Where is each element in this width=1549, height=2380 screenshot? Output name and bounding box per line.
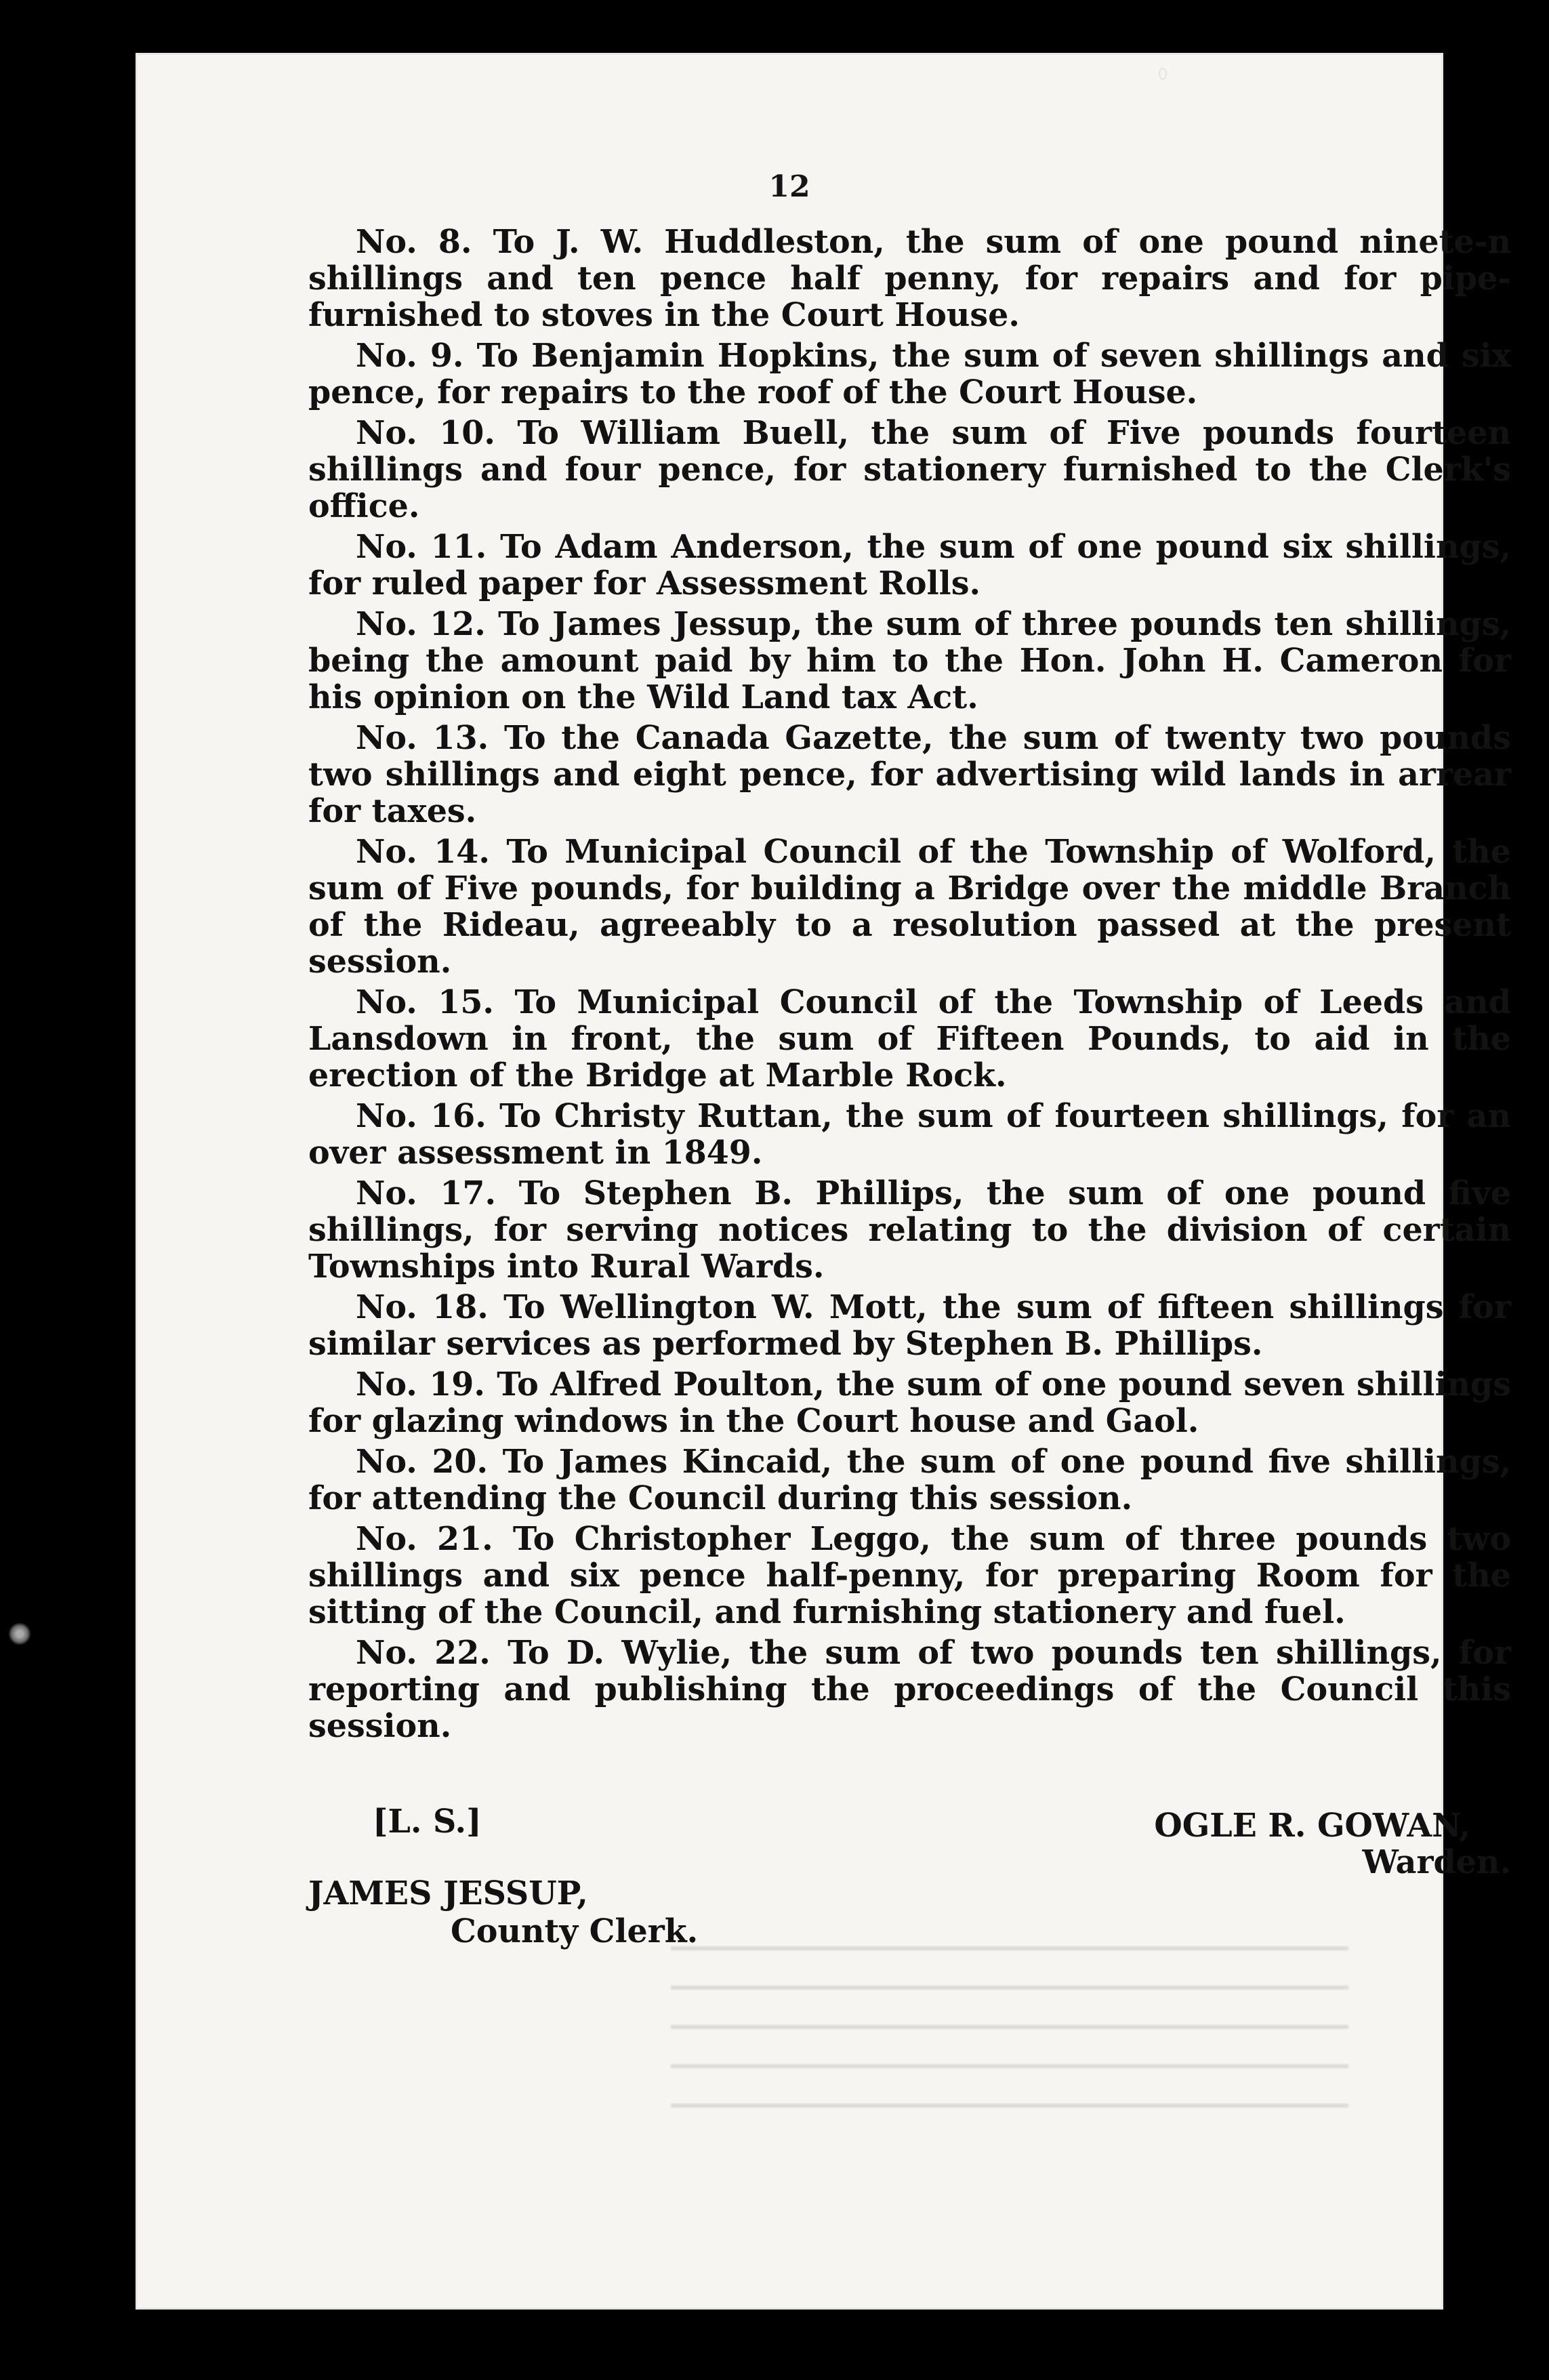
entry-text: To the Canada Gazette, the sum of twenty two pounds two shillings and eight pence, for advertising wild lands in arrear for taxes. — [308, 719, 1511, 830]
entry-number: No. 19. — [356, 1366, 485, 1403]
entry-no-11 — [308, 529, 1511, 602]
entry-text: To Christy Ruttan, the sum of fourteen shillings, for an over assessment in 1849. — [308, 1097, 1511, 1172]
entry-no-21 — [308, 1521, 1511, 1630]
seal-label: [L. S.] — [373, 1803, 482, 1841]
entry-no-17 — [308, 1175, 1511, 1285]
entry-number: No. 10. — [356, 414, 495, 452]
entry-text: To William Buell, the sum of Five pounds fourteen shillings and four pence, for stationery furnished to the Clerk's office. — [308, 414, 1511, 525]
entry-number: No. 17. — [356, 1174, 496, 1212]
entry-text: To Wellington W. Mott, the sum of fifteen shillings for similar services as performed by Stephen B. Phillips. — [308, 1288, 1511, 1363]
scanner-edge-mark — [8, 1622, 31, 1645]
document-page — [136, 53, 1512, 2310]
entry-text: To James Jessup, the sum of three pounds ten shillings, being the amount paid by him to the Hon. John H. Cameron for his opinion on the Wild Land tax Act. — [308, 605, 1511, 716]
entry-no-20 — [308, 1443, 1511, 1517]
entry-no-9 — [308, 337, 1511, 411]
payment-entries — [308, 224, 1511, 1748]
bleed-through-text-shadow — [671, 1923, 1348, 2120]
clerk-name: JAMES JESSUP, — [308, 1874, 588, 1912]
entry-number: No. 12. — [356, 605, 486, 643]
entry-text: To D. Wylie, the sum of two pounds ten shillings, for reporting and publishing the proceedings of the Council this session. — [308, 1634, 1511, 1745]
entry-no-22 — [308, 1635, 1511, 1744]
entry-number: No. 15. — [356, 983, 494, 1021]
entry-number: No. 8. — [356, 223, 472, 261]
entry-text: To Municipal Council of the Township of Wolford, the sum of Five pounds, for building a Bridge over the middle Branch of the Rideau, agreeably to a resolution passed at the present session. — [308, 833, 1511, 981]
entry-text: To Christopher Leggo, the sum of three pounds two shillings and six pence half-penny, for preparing Room for the sitting of the Council, and furnishing stationery and fuel. — [308, 1520, 1512, 1631]
entry-no-12 — [308, 606, 1511, 716]
entry-no-13 — [308, 720, 1511, 829]
entry-no-14 — [308, 834, 1511, 980]
entry-number: No. 21. — [356, 1520, 493, 1558]
entry-number: No. 22. — [356, 1634, 491, 1672]
entry-number: No. 20. — [356, 1443, 489, 1481]
entry-no-19 — [308, 1366, 1511, 1439]
entry-no-18 — [308, 1289, 1511, 1362]
entry-text: To Alfred Poulton, the sum of one pound seven shillings for glazing windows in the Court house and Gaol. — [308, 1366, 1511, 1440]
entry-no-15 — [308, 984, 1511, 1094]
entry-number: No. 11. — [356, 528, 487, 566]
entry-no-10 — [308, 415, 1511, 525]
entry-text: To Adam Anderson, the sum of one pound six shillings, for ruled paper for Assessment Rolls. — [308, 528, 1511, 602]
entry-number: No. 13. — [356, 719, 489, 757]
entry-text: To James Kincaid, the sum of one pound five shillings, for attending the Council during this session. — [308, 1443, 1511, 1517]
entry-text: To Stephen B. Phillips, the sum of one pound five shillings, for serving notices relating to the division of certain Townships into Rural Wards. — [308, 1174, 1511, 1286]
entry-no-16 — [308, 1098, 1511, 1171]
entry-number: No. 14. — [356, 833, 490, 871]
entry-text: To Benjamin Hopkins, the sum of seven shillings and six pence, for repairs to the roof of the Court House. — [308, 337, 1511, 411]
entry-number: No. 18. — [356, 1288, 489, 1326]
entry-number: No. 16. — [356, 1097, 487, 1135]
entry-text: To Municipal Council of the Township of Leeds and Lansdown in front, the sum of Fifteen Pounds, to aid in the erection of the Bridge at Marble Rock. — [308, 983, 1511, 1094]
clerk-title: County Clerk. — [451, 1912, 699, 1950]
top-speck-mark — [1159, 68, 1167, 80]
warden-name: OGLE R. GOWAN, — [1154, 1807, 1470, 1845]
page-number: 12 — [768, 169, 810, 204]
entry-no-8 — [308, 224, 1511, 333]
warden-title: Warden. — [1362, 1843, 1511, 1881]
entry-text: To J. W. Huddleston, the sum of one pound ninete-n shillings and ten pence half penny, for repairs and for pipe- furnished to stoves in the Court House. — [308, 223, 1511, 334]
entry-number: No. 9. — [356, 337, 464, 375]
